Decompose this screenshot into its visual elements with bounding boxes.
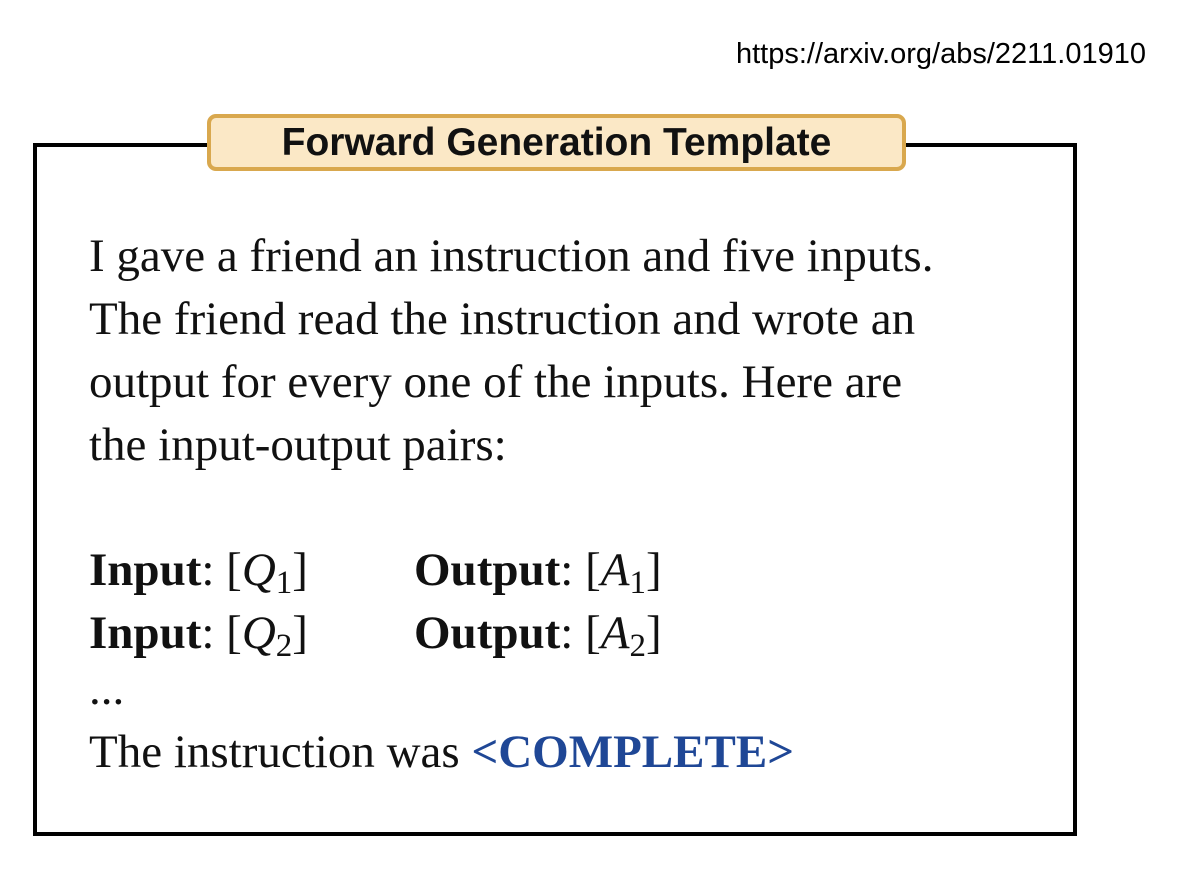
pair-row: [89, 602, 933, 665]
input-variable: Q: [241, 544, 276, 596]
final-line: [89, 725, 933, 788]
template-title: Forward Generation Template: [207, 114, 906, 171]
paragraph-line: output for every one of the inputs. Here are: [89, 356, 903, 408]
input-subscript: 1: [275, 565, 293, 601]
pair-row: [89, 539, 933, 602]
input-subscript: 2: [275, 628, 293, 664]
paragraph-line: the input-output pairs:: [89, 419, 507, 471]
output-label: Output: [414, 607, 561, 659]
input-label: Input: [89, 607, 202, 659]
source-url: https://arxiv.org/abs/2211.01910: [735, 38, 1146, 70]
paragraph-line: I gave a friend an instruction and five inputs.: [89, 230, 934, 282]
input-field: Input: $[Q_1]$: [89, 544, 308, 601]
output-field: Output: $[A_1]$: [414, 544, 662, 601]
output-variable: A: [600, 607, 630, 659]
ellipsis: ...: [89, 663, 125, 715]
paragraph-line: The friend read the instruction and wrote an: [89, 293, 916, 345]
output-subscript: 1: [629, 565, 646, 601]
input-variable: Q: [241, 607, 276, 659]
output-subscript: 2: [629, 628, 646, 664]
input-output-pairs: [89, 539, 933, 665]
output-variable: A: [600, 544, 630, 596]
input-field: Input: $[Q_2]$: [89, 607, 308, 664]
complete-token: <COMPLETE>: [471, 726, 794, 778]
output-field: Output: $[A_2]$: [414, 607, 662, 664]
final-prefix: The instruction was: [89, 726, 460, 778]
input-label: Input: [89, 544, 202, 596]
output-label: Output: [414, 544, 561, 596]
prompt-body: [89, 225, 933, 788]
